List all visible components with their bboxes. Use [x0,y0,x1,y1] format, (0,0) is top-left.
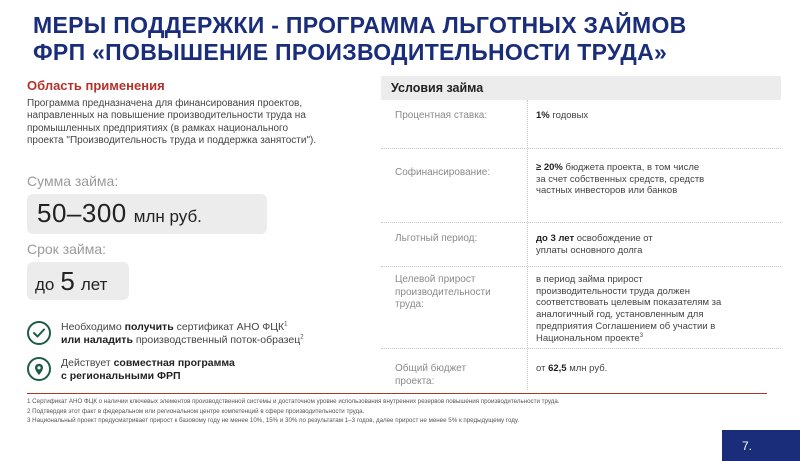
condition-row-total-budget [381,348,781,390]
condition-label: Софинансирование: [395,167,491,178]
footnotes [27,393,767,426]
footnote-1: 1 Сертификат АНО ФЦК о наличии ключевых элементов производственной системы и достаточном уровне использования внутренних резервов повышения производительности труда. [27,398,560,405]
condition-row-interest-rate [381,100,781,148]
loan-term-label: Срок займа: [27,241,107,257]
condition-label: Процентная ставка: [395,110,488,121]
page-number-badge [722,430,800,461]
loan-term-number: 5 [60,266,75,296]
certificate-note-text: Необходимо получить сертификат АНО ФЦК$^1$ или наладить производственный поток-образец$^2$ [61,321,304,346]
loan-conditions-title: Условия займа [391,81,484,95]
condition-label: Льготный период: [395,233,478,244]
check-icon [27,321,51,345]
loan-sum-value: 50–300 [37,198,127,228]
condition-row-cofinancing [381,148,781,222]
condition-label: Общий бюджет проекта: [395,363,467,387]
application-area-text: Программа предназначена для финансирования проектов, направленных на повышение производительности труда на промышленных предприятиях (в рамках национального проекта "Производительность труда и поддержка занятости"). [27,98,317,146]
footnote-3: 3 Национальный проект предусматривает прирост к базовому году не менее 10%, 15% и 30% по результатам 1–3 годов, далее прирост не менее 5% к предыдущему году. [27,417,520,424]
loan-term-box [27,262,129,300]
page-title-line-2: ФРП «ПОВЫШЕНИЕ ПРОИЗВОДИТЕЛЬНОСТИ ТРУДА» [33,39,668,65]
certificate-note [27,321,361,346]
loan-sum-label: Сумма займа: [27,173,119,189]
regional-program-note [27,357,361,382]
loan-sum-unit: млн руб. [133,207,202,226]
page-number: 7. [742,438,753,453]
application-area-section [27,78,327,147]
condition-value: до 3 лет освобождение от уплаты основного долга [536,233,653,256]
loan-conditions-panel [381,76,781,390]
condition-label: Целевой прирост производительности труда: [395,274,491,310]
loan-conditions-header [381,76,781,100]
page-title-line-1: МЕРЫ ПОДДЕРЖКИ - ПРОГРАММА ЛЬГОТНЫХ ЗАЙМОВ [33,12,687,38]
condition-value: 1% годовых [536,110,589,121]
condition-value: ≥ 20% бюджета проекта, в том числе за счет собственных средств, средств частных инвесторов или банков [536,162,705,197]
regional-program-note-text: Действует совместная программа с региональными ФРП [61,357,235,382]
loan-sum-box [27,194,267,234]
loan-term-suffix: лет [80,275,108,294]
condition-value: в период займа прирост производительности труда должен соответствовать целевым показателям за аналогичный год, установленным для предприятия Соглашением об участии в Национальном проекте$^3$ [536,274,722,344]
condition-value: от 62,5 млн руб. [536,363,608,374]
application-area-heading: Область применения [27,78,165,93]
condition-row-grace-period [381,222,781,266]
loan-conditions-table [381,100,781,390]
location-pin-icon [27,357,51,381]
loan-term-prefix: до [35,275,55,294]
page-title [33,12,773,66]
footnote-2: 2 Подтвердив этот факт в федеральном или региональном центре компетенций в сфере производительности труда. [27,407,365,415]
condition-row-productivity-growth [381,266,781,348]
